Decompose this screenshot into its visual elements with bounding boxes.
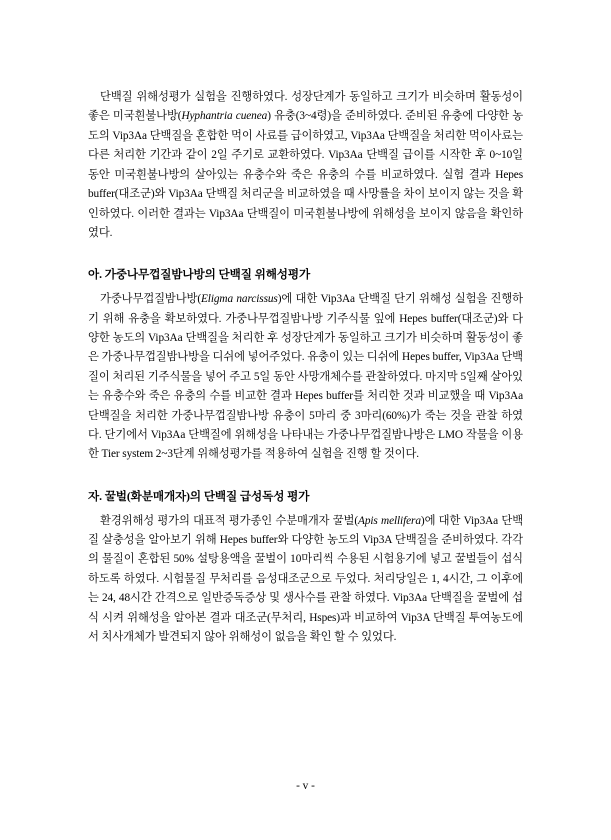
text-run: 자. 꿀벌(화분매개자)의 단백질 급성독성 평가 — [88, 489, 310, 503]
page-number: - v - — [296, 780, 315, 792]
text-run: 단백질 위해성평가 실험을 진행하였다. 성장단계가 동일하고 크기가 비슷하며 활동성이 좋은 미국흰불나방( — [88, 91, 523, 123]
spacer — [88, 243, 523, 265]
body-paragraph — [88, 512, 523, 648]
text-run: ) 유충(3~4령)을 준비하였다. 준비된 유충에 다양한 농도의 Vip3Aa 단백질을 혼합한 먹이 사료를 급이하였고, Vip3Aa 단백질을 처리한 먹이사료는 다른 처리한 기간과 같이 2일 주기로 교환하였다. Vip3Aa 단백질 급이를 시작한 후 0~10일 동안 미국흰불나방의 살아있는 유충수와 죽은 유충의 수를 비교하였다. 실험 결과 Hepes buffer(대조군)와 Vip3Aa 단백질 처리군을 비교하였을 때 사망률을 차이 보이지 않는 것을 확인하였다. 이러한 결과는 Vip3Aa 단백질이 미국흰불나방에 위해성을 보이지 않음을 확인하였다. — [88, 110, 524, 239]
section-heading — [88, 487, 523, 507]
document-body — [88, 88, 523, 648]
text-run: 환경위해성 평가의 대표적 평가종인 수분매개자 꿀벌( — [100, 514, 359, 527]
text-run: 가중나무껍질밤나방( — [100, 293, 201, 306]
text-run: )에 대한 Vip3Aa 단백질 살충성을 알아보기 위해 Hepes buffer와 다양한 농도의 Vip3A 단백질을 준비하였다. 각각의 물질이 혼합된 50% 설탕용액을 꿀벌이 10마리씩 수용된 시험용기에 넣고 꿀벌들이 섭식하도록 하였다. 시험물질 무처리를 음성대조군으로 두었다. 처리당일은 1, 4시간, 그 이후에는 24, 48시간 간격으로 일반증독증상 및 생사수를 관찰 하였다. Vip3Aa 단백질을 꿀벌에 섭식 시켜 위해성을 알아본 결과 대조군(무처리, Hspes)과 비교하여 Vip3A 단백질 투여농도에서 치사개체가 발견되지 않아 위해성이 없음을 확인 할 수 있었다. — [88, 514, 524, 644]
body-paragraph — [88, 290, 523, 465]
body-paragraph — [88, 88, 523, 243]
scientific-name: Eligma narcissus — [200, 293, 278, 306]
text-run: )에 대한 Vip3Aa 단백질 단기 위해성 실험을 진행하기 위해 유충을 확보하였다. 가중나무껍질밤나방 기주식물 잎에 Hepes buffer(대조군)와 다양한 농도의 Vip3Aa 단백질을 처리한 후 성장단계가 동일하고 크기가 비슷하며 활동성이 좋은 가중나무껍질밤나방을 디쉬에 넣어주었다. 유충이 있는 디쉬에 Hepes buffer, Vip3Aa 단백질이 처리된 기주식물을 넣어 주고 5일 동안 사망개체수를 관찰하였다. 마지막 5일째 살아있는 유충수와 죽은 유충의 수를 비교한 결과 Hepes buffer를 처리한 것과 비교했을 때 Vip3Aa 단백질을 처리한 가중나무껍질밤나방 유충이 5마리 중 3마리(60%)가 죽는 것을 관찰 하였다. 단기에서 Vip3Aa 단백질에 위해성을 나타내는 가중나무껍질밤나방은 LMO 작물을 이용한 Tier system 2~3단계 위해성평가를 적용하여 실험을 진행 할 것이다. — [88, 293, 523, 461]
text-run: 아. 가중나무껍질밤나방의 단백질 위해성평가 — [88, 268, 311, 282]
scientific-name: Apis mellifera — [358, 514, 421, 527]
spacer — [88, 465, 523, 487]
section-heading — [88, 265, 523, 285]
scientific-name: Hyphantria cuenea — [181, 110, 268, 123]
